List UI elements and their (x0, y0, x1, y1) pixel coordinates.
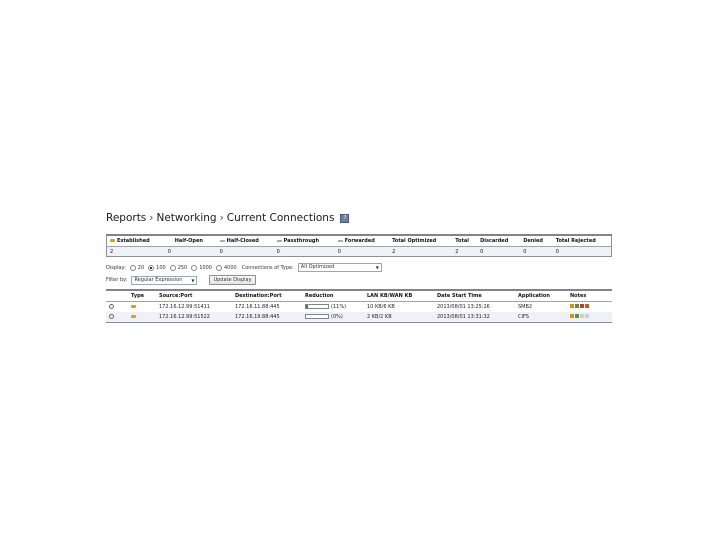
row-source: 172.16.12.99:51411 (159, 304, 210, 310)
summary-value-passthrough: 0 (274, 247, 335, 257)
connection-type-value: All Optimized (300, 264, 335, 270)
dropdown-arrow-icon: ▼ (375, 265, 379, 270)
display-option-100: 100 (156, 264, 166, 271)
magnifier-icon[interactable] (109, 304, 114, 309)
summary-value-forwarded: 0 (335, 247, 389, 257)
forwarded-arrow-icon (338, 240, 343, 242)
magnifier-icon[interactable] (109, 314, 114, 319)
connections-header-reduction[interactable]: Reduction (302, 290, 364, 302)
row-source: 172.16.12.99:51522 (156, 312, 232, 323)
established-arrow-icon (131, 315, 136, 318)
warning-disabled-icon (580, 314, 584, 318)
summary-header-row (107, 235, 612, 247)
dropdown-arrow-icon: ▼ (191, 277, 195, 283)
row-reduction-cell (302, 302, 364, 313)
summary-value-denied: 0 (520, 247, 553, 257)
compression-icon (575, 314, 579, 318)
summary-header-established: Established (107, 235, 165, 247)
display-label: Display: (106, 264, 126, 271)
sdr-icon (570, 314, 574, 318)
row-notes-cell (567, 302, 612, 313)
summary-value-total: 2 (452, 247, 477, 257)
table-row (106, 312, 612, 323)
connections-header-notes: Notes (567, 290, 612, 302)
connections-header-row (106, 290, 612, 302)
passthrough-arrow-icon (277, 240, 282, 242)
page-title: Current Connections (226, 212, 335, 224)
display-radio-100[interactable] (148, 265, 154, 271)
warning-icon (580, 304, 584, 308)
established-arrow-icon (110, 239, 115, 242)
connections-header-lan-wan[interactable]: LAN KB/WAN KB (364, 290, 434, 302)
display-option-4000: 4000 (223, 264, 237, 271)
connections-header-type: Type (128, 290, 156, 302)
connection-summary-table (106, 234, 612, 257)
row-type-cell (128, 312, 156, 323)
summary-value-half-closed: 0 (217, 247, 274, 257)
row-reduction-cell (302, 312, 364, 323)
tools-disabled-icon (585, 314, 589, 318)
row-details-cell (106, 312, 128, 323)
connections-table (106, 289, 612, 323)
breadcrumb-reports[interactable]: Reports (106, 212, 147, 224)
connections-header-details (106, 290, 128, 302)
sdr-icon (570, 304, 574, 308)
reduction-bar-fill (306, 305, 308, 308)
row-destination: 172.16.11.88:445 (235, 304, 280, 310)
half-closed-arrow-icon (220, 240, 225, 242)
tools-icon (585, 304, 589, 308)
connections-header-application[interactable]: Application (515, 290, 567, 302)
display-radio-4000[interactable] (216, 265, 222, 271)
summary-value-discarded: 0 (477, 247, 520, 257)
help-icon[interactable]: ? (340, 214, 349, 223)
display-radio-250[interactable] (170, 265, 176, 271)
connection-type-select[interactable] (298, 263, 382, 272)
reduction-bar (305, 304, 329, 309)
row-destination: 172.16.19.88:445 (232, 312, 302, 323)
filter-select[interactable] (131, 276, 197, 285)
breadcrumb-networking[interactable]: Networking (156, 212, 217, 224)
filter-value: Regular Expression (134, 276, 183, 283)
display-option-20: 20 (137, 264, 145, 271)
row-type-cell (128, 302, 156, 313)
display-controls (106, 263, 382, 285)
connections-header-start-time[interactable]: Date Start Time (434, 290, 515, 302)
display-radio-1000[interactable] (191, 265, 197, 271)
update-display-button[interactable]: Update Display (209, 275, 255, 285)
summary-header-passthrough: Passthrough (274, 235, 335, 247)
summary-header-half-open: Half-Open (165, 235, 217, 247)
display-option-250: 250 (177, 264, 188, 271)
row-reduction-text: (11%) (331, 304, 347, 310)
display-radio-20[interactable] (130, 265, 136, 271)
summary-header-half-closed: Half-Closed (217, 235, 274, 247)
row-application: CIFS (515, 312, 567, 323)
summary-header-total-rejected: Total Rejected (553, 235, 612, 247)
row-application: SMB2 (518, 304, 533, 310)
reduction-bar (305, 314, 329, 319)
summary-value-half-open: 0 (165, 247, 217, 257)
summary-value-established: 2 (107, 247, 165, 257)
row-lan-wan: 2 KB/2 KB (364, 312, 434, 323)
row-notes-cell (567, 312, 612, 323)
breadcrumb (106, 212, 349, 224)
summary-header-total: Total (452, 235, 477, 247)
summary-value-total-rejected: 0 (553, 247, 612, 257)
connections-header-destination[interactable]: Destination:Port (232, 290, 302, 302)
breadcrumb-separator: › (219, 212, 224, 224)
row-reduction-text: (0%) (331, 314, 343, 320)
row-details-cell (106, 302, 128, 313)
compression-icon (575, 304, 579, 308)
connections-header-source[interactable]: Source:Port (156, 290, 232, 302)
summary-header-forwarded: Forwarded (335, 235, 389, 247)
breadcrumb-separator: › (149, 212, 154, 224)
row-start-time: 2013/08/01 13:25:26 (437, 304, 490, 310)
summary-header-discarded: Discarded (477, 235, 520, 247)
row-lan-wan: 10 KB/6 KB (367, 304, 395, 310)
connection-type-label: Connections of Type: (241, 264, 294, 271)
table-row (106, 302, 612, 313)
row-start-time: 2013/08/01 13:31:32 (434, 312, 515, 323)
summary-header-total-optimized: Total Optimized (389, 235, 452, 247)
display-option-1000: 1000 (199, 264, 212, 271)
established-arrow-icon (131, 305, 136, 308)
summary-header-denied: Denied (520, 235, 553, 247)
summary-value-row (107, 247, 612, 257)
filter-label: Filter by: (106, 277, 128, 283)
summary-value-total-optimized: 2 (389, 247, 452, 257)
